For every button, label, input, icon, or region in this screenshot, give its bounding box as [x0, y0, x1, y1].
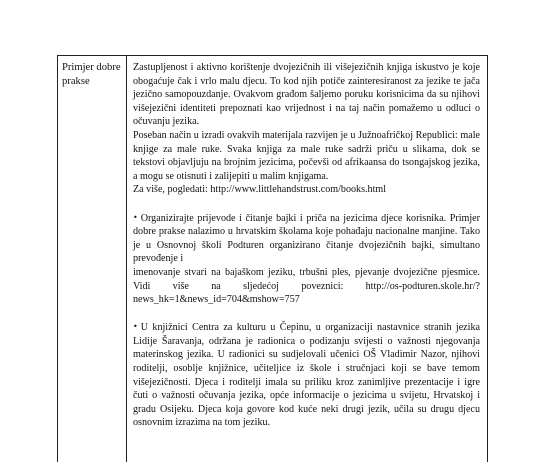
reference-link-line: Za više, pogledati: http://www.littlehandstrust.com/books.html [133, 184, 387, 196]
bullet-paragraph-2 [133, 320, 480, 430]
column-divider [126, 56, 127, 462]
spacer [133, 197, 480, 211]
bullet-icon: • [133, 212, 138, 222]
spacer [133, 307, 480, 321]
bullet-text-2: U knjižnici Centra za kulturu u Čepinu, u organizaciji nastavnice stranih jezika Lidije Šaravanja, održana je radionica o podizanju svijesti o važnosti njegovanja materinskog jezika. U radionici su sudjelovali učenici OŠ Vladimir Nazor, njihovi roditelji, osoblje knjižnice, učiteljice iz škole i stručnjaci koji se bave temom višejezičnosti. Djeca i roditelji imala su priliku kroz zanimljive prezentacije i igre čuti o važnosti očuvanja jezika, opće informacije o jezicima u svijetu, Hrvatskoj i gradu Osijeku. Djeca koja govore kod kuće neki drugi jezik, učila su drugu djecu osnovnim izrazima na tom jeziku. [133, 322, 480, 429]
south-africa-paragraph: Poseban način u izradi ovakvih materijala razvijen je u Južnoafričkoj Republici: male knjige za male ruke. Svaka knjiga za male ruke sadrži priču u slikama, dok se tekstovi objavljuju na brojnim jezicima, počevši od afrikaansa do tsongajskog jezika, a mogu se otisnuti i zalijepiti u malim knjigama. [133, 129, 480, 182]
row-label-cell [62, 61, 124, 88]
practice-table [57, 55, 488, 462]
row-label: Primjer dobre prakse [62, 62, 121, 87]
bullet-paragraph-1b [133, 266, 480, 307]
bullet-text-1a: Organizirajte prijevode i čitanje bajki i priča na jezicima djece korisnika. Primjer dobre prakse nalazimo u hrvatskim školama koje pohađaju nacionalne manjine. Tako je u Osnovnoj školi Podturen organizirano čitanje dvojezičnih bajki, simultano prevođenje i [133, 212, 480, 265]
intro-paragraph: Zastupljenost i aktivno korištenje dvojezičnih ili višejezičnih knjiga iskustvo je koje obogaćuje čak i vrlo malu djecu. To kod njih potiče zainteresiranost za jezike te jača jezično samopouzdanje. Ovakvom građom šaljemo poruku korisnicima da su njihovi višejezični identiteti prepoznati kao vrijednost i na taj način pomažemo u odluci o očuvanju jezika. [133, 62, 480, 128]
bullet-paragraph-1a [133, 211, 480, 266]
bullet-icon: • [133, 322, 138, 332]
row-content-cell [133, 61, 480, 430]
bullet-text-1b: imenovanje stvari na bajaškom jeziku, trbušni ples, pjevanje dvojezične pjesmice. Vidi više na sljedećoj poveznici: http://os-podturen.skole.hr/?news_hk=1&news_id=704&mshow=757 [133, 266, 480, 306]
